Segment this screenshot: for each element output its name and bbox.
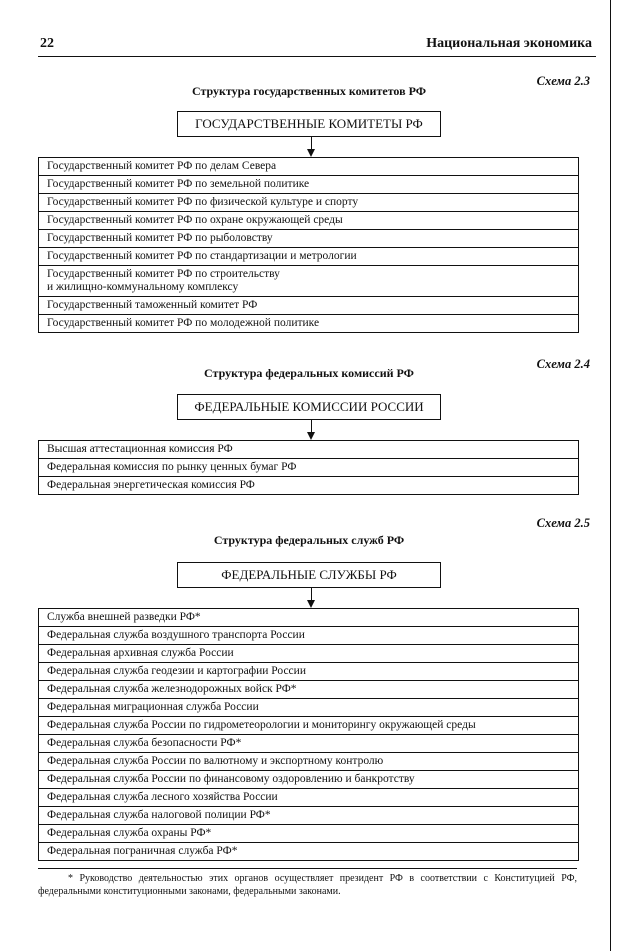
list-item: Государственный комитет РФ по стандартизации и метрологии [39, 248, 578, 266]
list-item: Федеральная миграционная служба России [39, 699, 578, 717]
list-item: Государственный комитет РФ по земельной политике [39, 176, 578, 194]
arrow-down-icon [307, 149, 315, 157]
header-rule [38, 56, 596, 57]
scheme-top-box: ГОСУДАРСТВЕННЫЕ КОМИТЕТЫ РФ [177, 111, 441, 137]
list-item: Федеральная комиссия по рынку ценных бумаг РФ [39, 459, 578, 477]
list-item: Государственный комитет РФ по делам Севера [39, 158, 578, 176]
scheme-label: Схема 2.3 [536, 74, 590, 88]
list-item: Федеральная служба России по финансовому оздоровлению и банкротству [39, 771, 578, 789]
arrow-down-icon [307, 600, 315, 608]
list-item: Государственный таможенный комитет РФ [39, 297, 578, 315]
list-item: Федеральная служба геодезии и картографии России [39, 663, 578, 681]
committees-list [38, 157, 579, 333]
list-item: Федеральная служба России по валютному и экспортному контролю [39, 753, 578, 771]
list-item: Государственный комитет РФ по молодежной политике [47, 317, 320, 329]
list-item: Федеральная служба железнодорожных войск РФ* [39, 681, 578, 699]
list-item: Федеральная пограничная служба РФ* [47, 845, 238, 857]
scheme-title: Структура государственных комитетов РФ [191, 84, 427, 98]
list-item: Федеральная служба безопасности РФ* [39, 735, 578, 753]
scheme-title: Структура федеральных комиссий РФ [204, 366, 414, 380]
scheme-top-box: ФЕДЕРАЛЬНЫЕ СЛУЖБЫ РФ [177, 562, 441, 588]
list-item: Федеральная архивная служба России [39, 645, 578, 663]
arrow-down-icon [307, 432, 315, 440]
list-item: Государственный комитет РФ по охране окружающей среды [39, 212, 578, 230]
list-item: Государственный комитет РФ по рыболовству [39, 230, 578, 248]
list-item: Федеральная служба охраны РФ* [39, 825, 578, 843]
scheme-label: Схема 2.5 [536, 516, 590, 530]
list-item: Федеральная служба России по гидрометеорологии и мониторингу окружающей среды [39, 717, 578, 735]
services-list [38, 608, 579, 861]
scheme-top-box: ФЕДЕРАЛЬНЫЕ КОМИССИИ РОССИИ [177, 394, 441, 420]
page-edge-rule [610, 0, 611, 951]
list-item: Государственный комитет РФ по строительству и жилищно-коммунальному комплексу [39, 266, 578, 297]
list-item: Федеральная служба воздушного транспорта России [39, 627, 578, 645]
list-item: Федеральная энергетическая комиссия РФ [47, 479, 255, 491]
list-item: Федеральная служба налоговой полиции РФ* [39, 807, 578, 825]
running-title: Национальная экономика [426, 36, 592, 51]
list-item: Высшая аттестационная комиссия РФ [39, 441, 578, 459]
footnote-rule [38, 868, 577, 869]
scheme-title: Структура федеральных служб РФ [213, 533, 405, 547]
scheme-label: Схема 2.4 [536, 357, 590, 371]
list-item: Федеральная служба лесного хозяйства России [39, 789, 578, 807]
page-number: 22 [40, 36, 54, 51]
commissions-list [38, 440, 579, 495]
list-item: Служба внешней разведки РФ* [39, 609, 578, 627]
list-item: Государственный комитет РФ по физической культуре и спорту [39, 194, 578, 212]
footnote: * Руководство деятельностью этих органов осуществляет президент РФ в соответствии с Конституцией РФ, федеральными конституционными законами, федеральными законами. [38, 873, 577, 897]
